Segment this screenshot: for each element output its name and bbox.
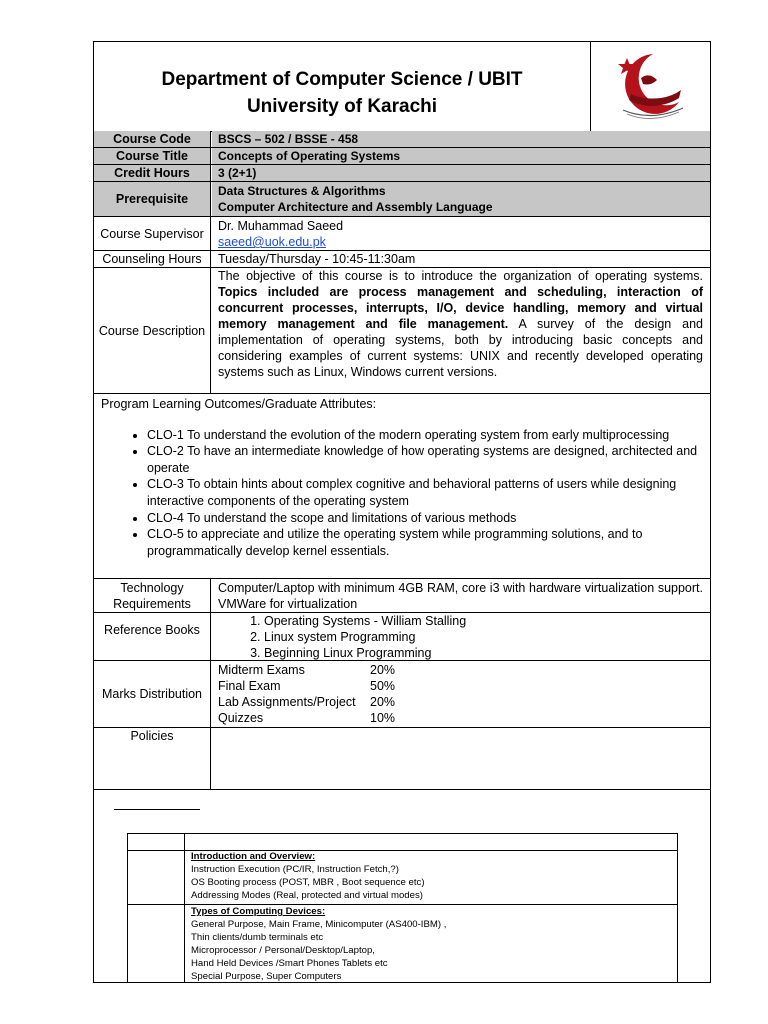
description-label: Course Description [94, 268, 211, 393]
policies-label: Policies [94, 728, 211, 789]
week-2-line: Thin clients/dumb terminals etc [191, 932, 324, 943]
course-outline-page [93, 41, 711, 983]
week-1-line: Addressing Modes (Real, protected and virtual modes) [191, 890, 423, 901]
description-value [212, 268, 710, 393]
page-header [94, 42, 710, 132]
week-1-line: Instruction Execution (PC/IR, Instruction Fetch,?) [191, 864, 399, 875]
marks-line [218, 710, 704, 726]
supervisor-label: Course Supervisor [94, 217, 211, 250]
marks-item-name: Final Exam [218, 679, 281, 693]
university-logo [591, 42, 711, 131]
credit-hours-label: Credit Hours [94, 165, 211, 181]
book-item: 3. Beginning Linux Programming [264, 645, 704, 661]
prerequisite-value [212, 182, 710, 216]
clo-item: • CLO-5 to appreciate and utilize the operating system while programming solutions, and to programmatically develop kernel essentials. [147, 526, 703, 559]
clo-list [101, 427, 703, 560]
marks-item-name: Quizzes [218, 711, 264, 725]
week-2-topic: Types of Computing Devices: [191, 906, 326, 917]
week-column [128, 834, 185, 983]
course-code-row [94, 131, 710, 148]
marks-item-name: Midterm Exams [218, 663, 305, 677]
technology-value: Computer/Laptop with minimum 4GB RAM, core i3 with hardware virtualization support. VMWare for virtualization [218, 581, 703, 611]
department-title: Department of Computer Science / UBIT [161, 69, 523, 90]
course-title-value: Concepts of Operating Systems [212, 148, 710, 164]
books-list [218, 613, 704, 661]
schedule-heading-rule [114, 809, 200, 810]
credit-hours-value: 3 (2+1) [212, 165, 710, 181]
policies-row [94, 728, 710, 790]
week-2-line: Microprocessor / Personal/Desktop/Laptop, [191, 945, 375, 956]
marks-line [218, 662, 704, 678]
course-title-label: Course Title [94, 148, 211, 164]
week-1-line: OS Booting process (POST, MBR , Boot sequence etc) [191, 877, 425, 888]
marks-item-pct: 50% [370, 679, 396, 693]
supervisor-row [94, 217, 710, 251]
description-row [94, 268, 710, 394]
crescent-icon [623, 54, 683, 119]
description-part-1: The objective of this course is to introduce the organization of operating systems. [218, 269, 703, 283]
course-code-label: Course Code [94, 131, 211, 147]
book-item: 1. Operating Systems - William Stalling [264, 613, 704, 629]
credit-hours-row [94, 165, 710, 182]
clo-item: • CLO-4 To understand the scope and limitations of various methods [147, 510, 703, 527]
prerequisite-2: Computer Architecture and Assembly Language [218, 200, 493, 214]
description-part-3: A survey of the design and implementation of operating systems, both by introducing basic concepts and considering examples of current systems: UNIX and recently developed operating systems such as Linux, Windows current versions. [218, 317, 703, 379]
technology-label: Technology Requirements [94, 579, 211, 612]
clo-item: • CLO-3 To obtain hints about complex cognitive and behavioral patterns of users while designing interactive components of the operating system [147, 476, 703, 509]
week-1-topic: Introduction and Overview: [191, 851, 316, 862]
policies-value [212, 728, 710, 789]
plo-section [94, 394, 710, 579]
course-code-value: BSCS – 502 / BSSE - 458 [212, 131, 710, 147]
week-2-line: Hand Held Devices /Smart Phones Tablets etc [191, 958, 388, 969]
clo-item: • CLO-2 To have an intermediate knowledge of how operating systems are designed, architected and operate [147, 443, 703, 476]
prerequisite-1: Data Structures & Algorithms [218, 184, 386, 198]
week-2-line: Special Purpose, Super Computers [191, 971, 342, 982]
week-2-line: General Purpose, Main Frame, Minicomputer (AS400-IBM) , [191, 919, 447, 930]
marks-label: Marks Distribution [94, 661, 211, 727]
schedule-cell-week-2 [191, 905, 446, 983]
marks-item-pct: 20% [370, 695, 396, 709]
header-title [94, 66, 590, 120]
marks-item-pct: 10% [370, 711, 396, 725]
supervisor-value [212, 217, 710, 250]
marks-row [94, 661, 710, 728]
marks-line [218, 678, 704, 694]
prerequisite-row [94, 182, 710, 217]
marks-line [218, 694, 704, 710]
description-topics: Topics included are process management and scheduling, interaction of concurrent processes, interrupts, I/O, device handling, memory and virtual memory management and file management. [218, 285, 703, 331]
logo-cell [590, 42, 711, 131]
plo-heading: Program Learning Outcomes/Graduate Attributes: [101, 397, 377, 411]
counseling-value: Tuesday/Thursday - 10:45-11:30am [218, 252, 416, 266]
marks-item-pct: 20% [370, 663, 396, 677]
schedule-table [127, 833, 678, 983]
counseling-label: Counseling Hours [94, 251, 211, 267]
counseling-row [94, 251, 710, 268]
course-title-row [94, 148, 710, 165]
supervisor-name: Dr. Muhammad Saeed [218, 219, 344, 233]
marks-value [212, 661, 710, 727]
technology-row [94, 579, 710, 613]
supervisor-email-link[interactable]: saeed@uok.edu.pk [218, 235, 326, 249]
schedule-cell-week-1 [191, 850, 425, 902]
books-value [212, 613, 710, 660]
books-label: Reference Books [94, 613, 211, 660]
clo-item: • CLO-1 To understand the evolution of the modern operating system from early multiprocessing [147, 427, 703, 444]
university-title: University of Karachi [246, 96, 438, 117]
marks-item-name: Lab Assignments/Project [218, 695, 356, 709]
book-item: 2. Linux system Programming [264, 629, 704, 645]
prerequisite-label: Prerequisite [94, 182, 211, 216]
books-row [94, 613, 710, 661]
